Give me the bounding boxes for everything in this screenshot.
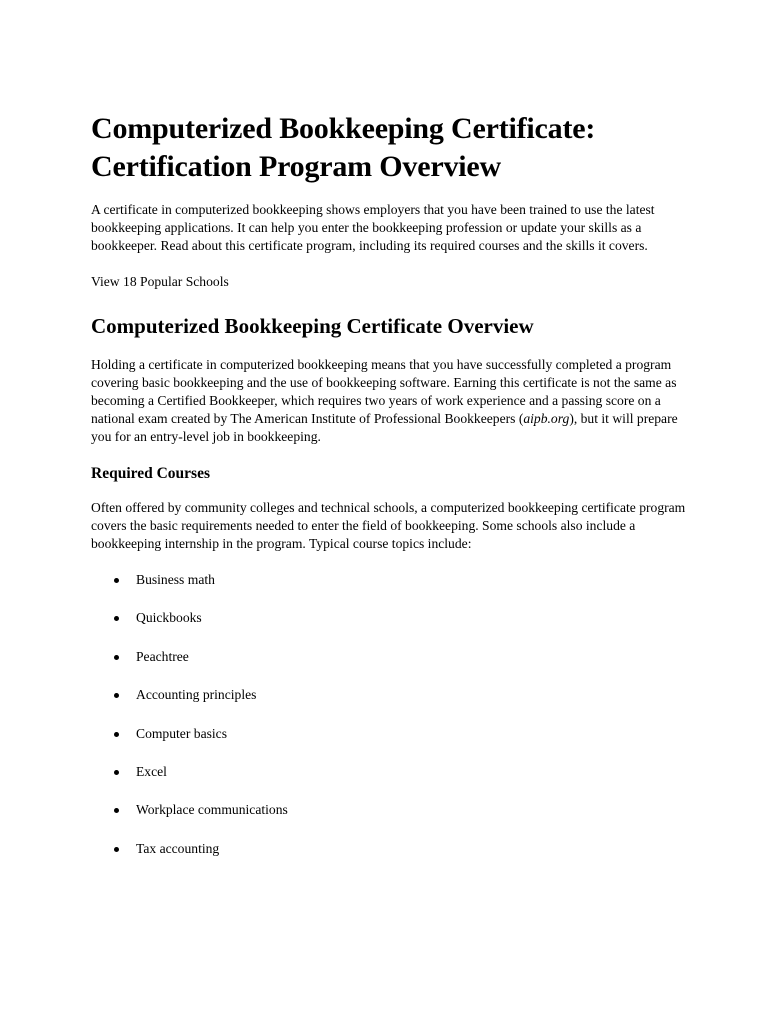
source-citation: aipb.org [523,411,570,426]
list-item [91,686,691,704]
list-item-label: Excel [136,763,167,779]
bullet-icon [114,578,119,583]
list-item [91,801,691,819]
overview-paragraph [91,356,691,446]
list-item [91,725,691,743]
bullet-icon [114,732,119,737]
bullet-icon [114,847,119,852]
overview-heading: Computerized Bookkeeping Certificate Overview [91,314,534,338]
list-item [91,840,691,858]
document-page [91,110,691,878]
list-item-label: Workplace communications [136,802,288,818]
list-item-label: Business math [136,572,215,587]
bullet-icon [114,693,119,698]
required-courses-heading: Required Courses [91,465,210,482]
intro-paragraph: A certificate in computerized bookkeeping shows employers that you have been trained to use the latest bookkeeping applications. It can help you enter the bookkeeping profession or update your skills as a bookkeeper. Read about this certificate program, including its required courses and the skills it covers. [91,202,655,253]
course-topics-list [91,571,691,858]
page-title: Computerized Bookkeeping Certificate: Certification Program Overview [91,112,596,183]
list-item-label: Tax accounting [136,840,220,856]
courses-paragraph: Often offered by community colleges and technical schools, a computerized bookkeeping certificate program covers the basic requirements needed to enter the field of bookkeeping. Some schools also include a bookkeeping internship in the program. Typical course topics include: [91,500,686,551]
bullet-icon [114,655,119,660]
overview-text-after: ), but it will prepare you for an entry-level job in bookkeeping. [91,411,678,444]
list-item-label: Quickbooks [136,610,202,626]
bullet-icon [114,808,119,813]
list-item-label: Computer basics [136,725,227,741]
list-item [91,609,691,627]
list-item [91,648,691,666]
list-item [91,571,691,589]
list-item-label: Accounting principles [136,687,257,703]
overview-text-before: Holding a certificate in computerized bookkeeping means that you have successfully completed a program covering basic bookkeeping and the use of bookkeeping software. Earning this certificate is not the same as becoming a Certified Bookkeeper, which requires two years of work experience and a passing score on a national exam created by The American Institute of Professional Bookkeepers ( [91,357,677,426]
bullet-icon [114,616,119,621]
popular-schools-link[interactable]: View 18 Popular Schools [91,274,229,289]
list-item-label: Peachtree [136,648,189,664]
bullet-icon [114,770,119,775]
list-item [91,763,691,781]
